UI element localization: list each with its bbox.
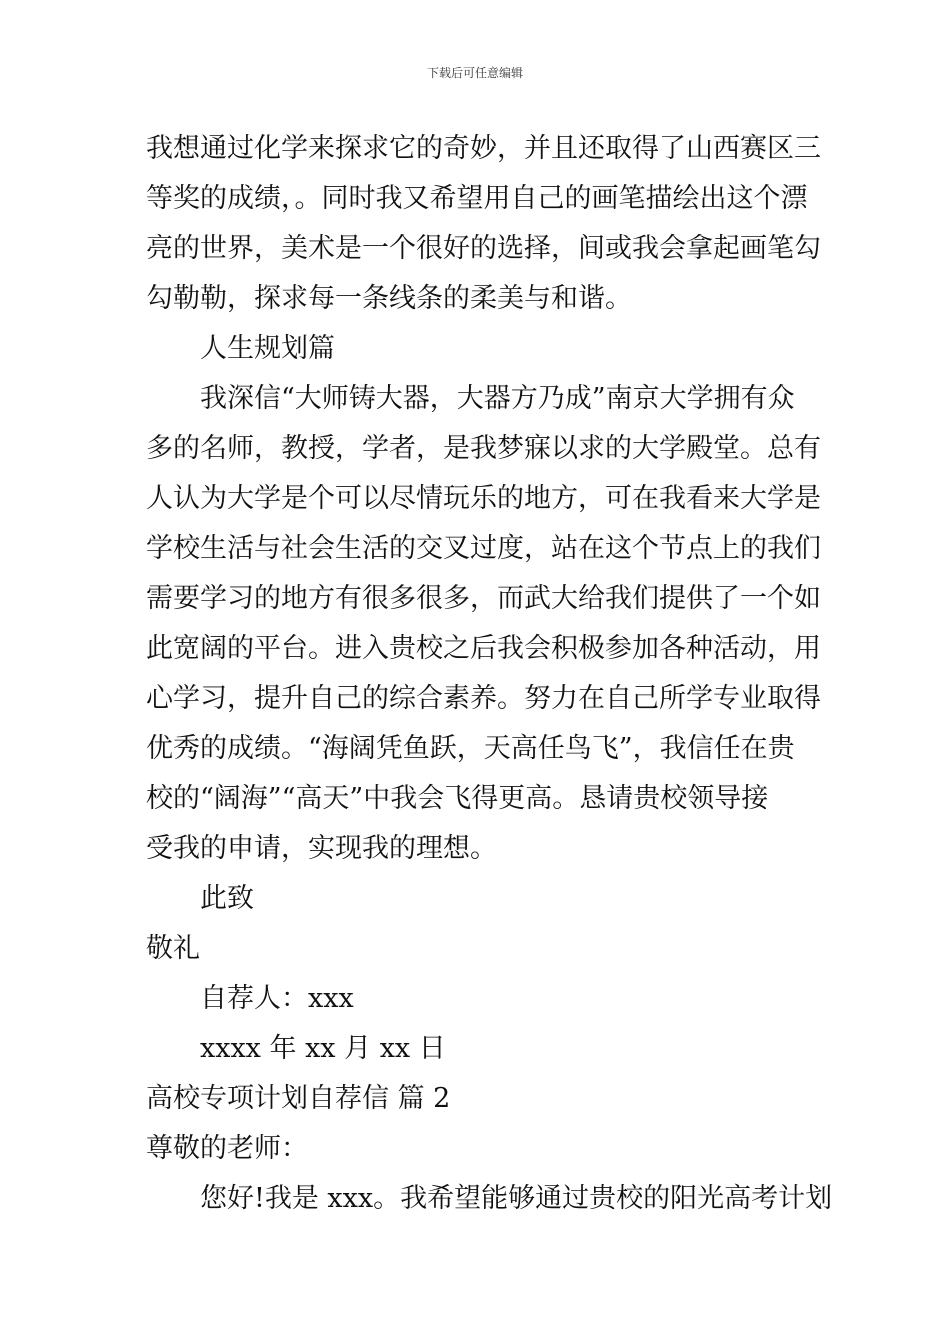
salutation: 敬礼	[146, 933, 200, 964]
paragraph-line: 人认为大学是个可以尽情玩乐的地方，可在我看来大学是	[146, 483, 821, 514]
paragraph-line: 心学习，提升自己的综合素养。努力在自己所学专业取得	[146, 683, 821, 714]
paragraph-line: 学校生活与社会生活的交叉过度，站在这个节点上的我们	[146, 533, 821, 564]
paragraph-line: 多的名师，教授，学者，是我梦寐以求的大学殿堂。总有	[146, 433, 821, 464]
paragraph-line: 此宽阔的平台。进入贵校之后我会积极参加各种活动，用	[146, 633, 821, 664]
paragraph-line: 校的“阔海”“高天”中我会飞得更高。恳请贵校领导接	[146, 783, 769, 814]
document-body	[146, 124, 833, 1224]
greeting: 尊敬的老师：	[146, 1133, 308, 1164]
section-heading: 人生规划篇	[200, 333, 335, 364]
letter-title: 高校专项计划自荐信 篇 2	[146, 1083, 451, 1114]
paragraph-line: 等奖的成绩，。同时我又希望用自己的画笔描绘出这个漂	[146, 183, 808, 214]
date-line: xxxx 年 xx 月 xx 日	[200, 1033, 446, 1064]
paragraph-line: 需要学习的地方有很多很多，而武大给我们提供了一个如	[146, 583, 821, 614]
paragraph-line: 优秀的成绩。“海阔凭鱼跃，天高任鸟飞”，我信任在贵	[146, 733, 795, 764]
paragraph-line: 受我的申请，实现我的理想。	[146, 833, 497, 864]
page-header: 下载后可任意编辑	[426, 66, 523, 80]
closing-phrase: 此致	[200, 883, 254, 914]
paragraph-line: 我想通过化学来探求它的奇妙，并且还取得了山西赛区三	[146, 133, 821, 164]
paragraph-line: 我深信“大师铸大器，大器方乃成”南京大学拥有众	[200, 383, 795, 414]
signature-line: 自荐人：xxx	[200, 983, 354, 1014]
paragraph-line: 您好!我是 xxx。我希望能够通过贵校的阳光高考计划	[200, 1183, 833, 1214]
paragraph-line: 勾勒勒，探求每一条线条的柔美与和谐。	[146, 283, 632, 314]
paragraph-line: 亮的世界，美术是一个很好的选择，间或我会拿起画笔勾	[146, 233, 821, 264]
